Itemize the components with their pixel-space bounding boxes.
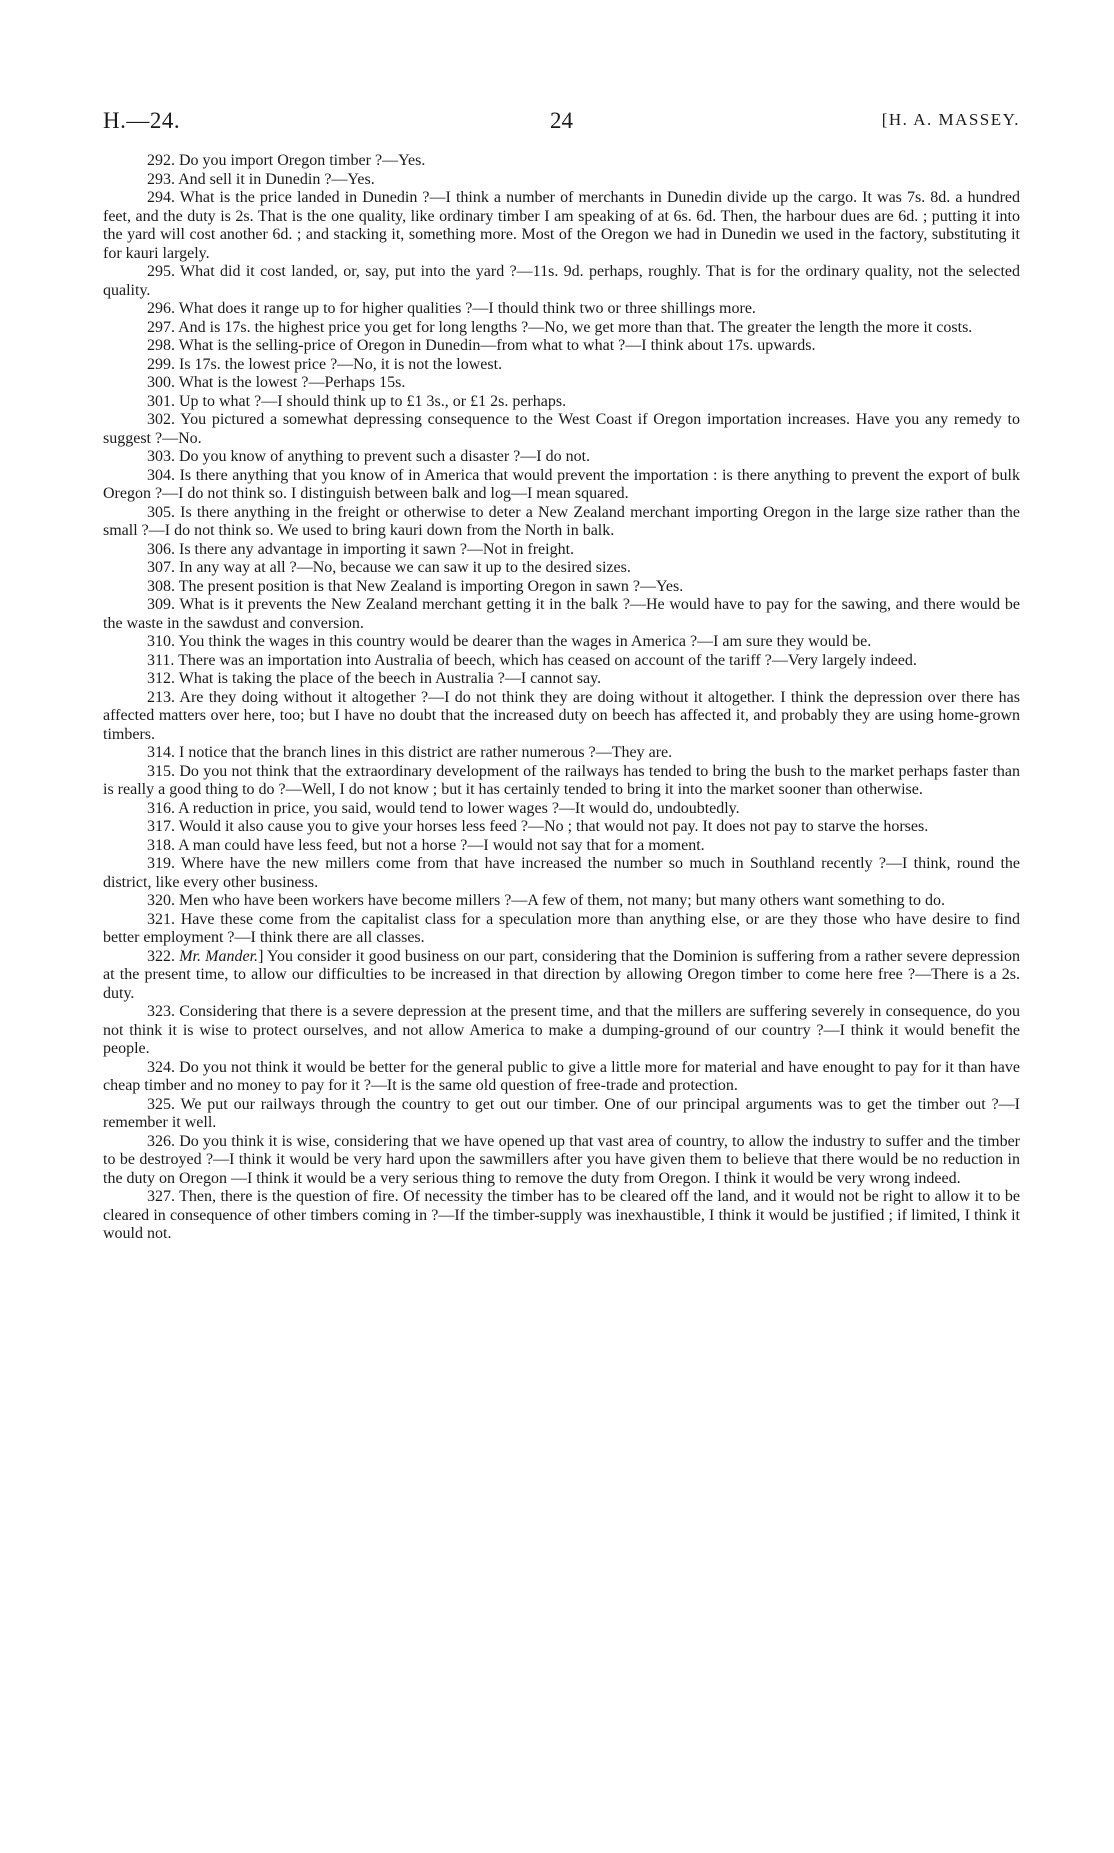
speaker-name: Mr. Mander.	[179, 947, 259, 965]
question-303: 303. Do you know of anything to prevent such a disaster ?—I do not.	[147, 448, 591, 465]
question-314: 314. I notice that the branch lines in this district are rather numerous ?—They are.	[147, 744, 673, 761]
question-292: 292. Do you import Oregon timber ?—Yes.	[147, 152, 426, 169]
question-300: 300. What is the lowest ?—Perhaps 15s.	[147, 374, 406, 391]
question-294: 294. What is the price landed in Dunedin ?—I think a number of merchants in Dunedin divide up the cargo. It was 7s. 8d. a hundred feet, and the duty is 2s. That is the one quality, like ordinary timber I am speaking of at 6s. 6d. Then, the harbour dues are 6d. ; putting it into the yard will cost another 6d. ; and stacking it, something more. Most of the Oregon we had in Dunedin we used in the factory, substituting it for kauri largely.	[103, 189, 1020, 262]
question-306: 306. Is there any advantage in importing it sawn ?—Not in freight.	[147, 540, 575, 558]
question-318: 318. A man could have less feed, but not a horse ?—I would not say that for a moment.	[147, 836, 705, 854]
question-299: 299. Is 17s. the lowest price ?—No, it is not the lowest.	[147, 355, 503, 373]
question-321: 321. Have these come from the capitalist class for a speculation more than anything else, or are they those who have desire to find better employment ?—I think there are all classes.	[103, 910, 1020, 946]
question-310: 310. You think the wages in this country would be dearer than the wages in America ?—I am sure they would be.	[147, 633, 872, 650]
page-header	[103, 108, 1020, 138]
question-293: 293. And sell it in Dunedin ?—Yes.	[147, 170, 375, 188]
question-319: 319. Where have the new millers come from that have increased the number so much in Southland recently ?—I think, round the district, like every other business.	[103, 855, 1020, 891]
witness-name: [H. A. MASSEY.	[881, 110, 1020, 129]
question-295: 295. What did it cost landed, or, say, put into the yard ?—11s. 9d. perhaps, roughly. That is for the ordinary quality, not the selected quality.	[103, 263, 1020, 299]
question-297: 297. And is 17s. the highest price you get for long lengths ?—No, we get more than that. The greater the length the more it costs.	[147, 318, 973, 336]
question-296: 296. What does it range up to for higher qualities ?—I thould think two or three shillings more.	[147, 300, 756, 317]
question-316: 316. A reduction in price, you said, would tend to lower wages ?—It would do, undoubtedly.	[147, 799, 740, 817]
document-page	[103, 108, 1020, 1244]
question-313: 213. Are they doing without it altogether ?—I do not think they are doing without it altogether. I think the depression over there has affected matters over here, too; but I have no doubt that the increased duty on beech has affected it, and probably they are using home-grown timbers.	[103, 688, 1020, 743]
evidence-body	[103, 152, 1020, 1244]
question-323: 323. Considering that there is a severe depression at the present time, and that the millers are suffering severely in consequence, do you not think it is wise to protect ourselves, and not allow America to make a dumping-ground of our country ?—I think it would benefit the people.	[103, 1003, 1020, 1057]
question-327: 327. Then, there is the question of fire. Of necessity the timber has to be cleared off the land, and it would not be right to allow it to be cleared in consequence of other timbers coming in ?—If the timber-supply was inexhaustible, I think it would be justified ; if limited, I think it would not.	[103, 1188, 1020, 1242]
question-311: 311. There was an importation into Australia of beech, which has ceased on account of the tariff ?—Very largely indeed.	[147, 651, 917, 669]
parliamentary-paper-code: H.—24.	[103, 108, 181, 133]
question-304: 304. Is there anything that you know of in America that would prevent the importation : is there anything to prevent the export of bulk Oregon ?—I do not think so. I distinguish between balk and log—I mean squared.	[103, 466, 1020, 502]
question-317: 317. Would it also cause you to give your horses less feed ?—No ; that would not pay. It does not pay to starve the horses.	[147, 818, 929, 835]
question-text: ] You consider it good business on our part, considering that the Dominion is suffering from a rather severe depression at the present time, to allow our difficulties to be increased in that direction by allowing Oregon timber to come here free ?—There is a 2s. duty.	[103, 947, 1020, 1002]
question-325: 325. We put our railways through the country to get out our timber. One of our principal arguments was to get the timber out ?—I remember it well.	[103, 1095, 1020, 1131]
question-298: 298. What is the selling-price of Oregon in Dunedin—from what to what ?—I think about 17s. upwards.	[147, 337, 816, 354]
question-309: 309. What is it prevents the New Zealand merchant getting it in the balk ?—He would have to pay for the sawing, and there would be the waste in the sawdust and conversion.	[103, 596, 1020, 632]
question-322	[103, 948, 1020, 1004]
question-302: 302. You pictured a somewhat depressing consequence to the West Coast if Oregon importation increases. Have you any remedy to suggest ?—No.	[103, 411, 1020, 447]
question-315: 315. Do you not think that the extraordinary development of the railways has tended to bring the bush to the market perhaps faster than is really a good thing to do ?—Well, I do not know ; but it has certainly tended to bring it into the market sooner than otherwise.	[103, 762, 1020, 798]
question-308: 308. The present position is that New Zealand is importing Oregon in sawn ?—Yes.	[147, 577, 684, 595]
question-326: 326. Do you think it is wise, considering that we have opened up that vast area of country, to allow the industry to suffer and the timber to be destroyed ?—I think it would be very hard upon the sawmillers after you have given them to believe that there would be no reduction in the duty on Oregon —I think it would be a very serious thing to remove the duty from Oregon. I think it would be very wrong indeed.	[103, 1132, 1020, 1187]
question-320: 320. Men who have been workers have become millers ?—A few of them, not many; but many others want something to do.	[147, 892, 946, 909]
question-307: 307. In any way at all ?—No, because we can saw it up to the desired sizes.	[147, 559, 631, 576]
question-324: 324. Do you not think it would be better for the general public to give a little more for material and have enought to pay for it than have cheap timber and no money to pay for it ?—It is the same old question of free-trade and protection.	[103, 1058, 1020, 1094]
question-number: 322.	[147, 947, 180, 965]
question-305: 305. Is there anything in the freight or otherwise to deter a New Zealand merchant importing Oregon in the large size rather than the small ?—I do not think so. We used to bring kauri down from the North in balk.	[103, 503, 1020, 539]
page-number: 24	[550, 108, 573, 133]
question-312: 312. What is taking the place of the beech in Australia ?—I cannot say.	[147, 670, 602, 687]
question-301: 301. Up to what ?—I should think up to £1 3s., or £1 2s. perhaps.	[147, 392, 567, 410]
